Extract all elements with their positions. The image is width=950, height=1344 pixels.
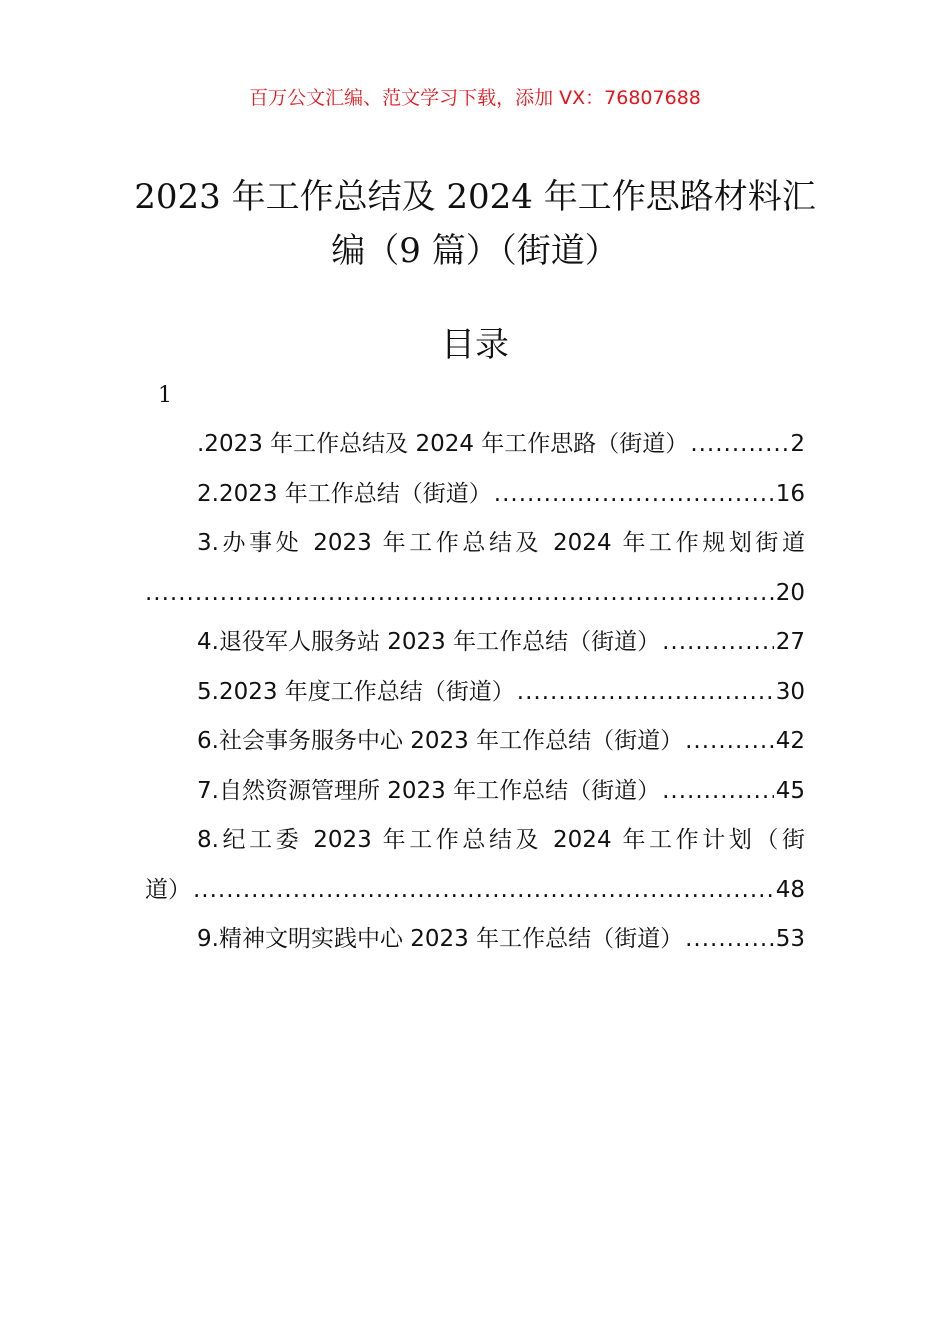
toc-entry-8[interactable] <box>145 816 805 866</box>
toc-entry-page: 16 <box>775 480 805 507</box>
toc-entry-page: 45 <box>775 777 805 804</box>
toc-entry-page: 48 <box>775 876 805 903</box>
document-title-line-2: 编（9 篇）（街道） <box>331 231 619 271</box>
toc-entry-7[interactable] <box>145 767 805 817</box>
toc-entry-3[interactable] <box>145 519 805 569</box>
toc-entry-text: 8.纪工委 2023 年工作总结及 2024 年工作计划（街 <box>197 827 805 853</box>
toc-entry-text: .2023 年工作总结及 2024 年工作思路（街道） <box>197 431 689 457</box>
toc-entry-8-continuation[interactable] <box>145 866 805 916</box>
toc-list <box>145 420 805 965</box>
toc-entry-5[interactable] <box>145 668 805 718</box>
toc-entry-text: 7.自然资源管理所 2023 年工作总结（街道） <box>197 777 661 804</box>
stray-number: 1 <box>158 383 172 408</box>
toc-entry-text: 6.社会事务服务中心 2023 年工作总结（街道） <box>197 728 684 754</box>
toc-leader-dots <box>685 717 774 767</box>
toc-entry-2[interactable] <box>145 470 805 520</box>
toc-entry-text-continued: 道） <box>145 876 191 903</box>
toc-entry-text: 4.退役军人服务站 2023 年工作总结（街道） <box>197 629 661 655</box>
document-title-line-1: 2023 年工作总结及 2024 年工作思路材料汇 <box>134 177 816 217</box>
toc-entry-page: 2 <box>790 431 805 457</box>
toc-entry-page: 53 <box>775 926 805 952</box>
toc-leader-dots <box>494 470 774 520</box>
toc-leader-dots <box>690 420 788 470</box>
toc-heading: 目录 <box>441 325 509 365</box>
toc-entry-4[interactable] <box>145 618 805 668</box>
toc-leader-dots <box>517 668 774 718</box>
toc-entry-page: 42 <box>775 728 805 754</box>
toc-leader-dots <box>193 866 774 916</box>
header-note: 百万公文汇编、范文学习下载，添加 VX：76807688 <box>249 87 701 109</box>
toc-entry-text: 9.精神文明实践中心 2023 年工作总结（街道） <box>197 926 684 952</box>
toc-entry-3-continuation[interactable] <box>145 569 805 619</box>
toc-entry-9[interactable] <box>145 915 805 965</box>
toc-entry-page: 27 <box>775 629 805 655</box>
toc-entry-page: 30 <box>775 678 805 705</box>
toc-entry-1[interactable] <box>145 420 805 470</box>
toc-entry-page: 20 <box>775 579 805 606</box>
toc-entry-6[interactable] <box>145 717 805 767</box>
toc-entry-text: 2.2023 年工作总结（街道） <box>197 480 492 507</box>
toc-leader-dots <box>685 915 774 965</box>
toc-leader-dots <box>662 767 774 817</box>
toc-leader-dots <box>662 618 774 668</box>
toc-entry-text: 3.办事处 2023 年工作总结及 2024 年工作规划街道 <box>197 530 805 556</box>
toc-leader-dots <box>145 569 774 619</box>
document-title <box>120 170 830 278</box>
toc-entry-text: 5.2023 年度工作总结（街道） <box>197 678 515 705</box>
